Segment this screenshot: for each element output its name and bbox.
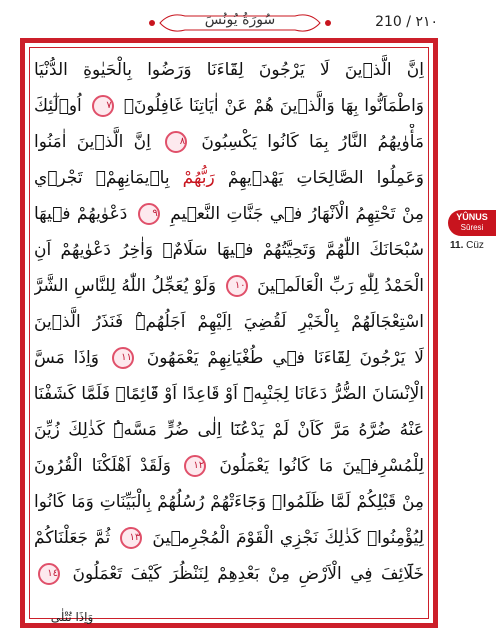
verse-line bbox=[34, 124, 424, 160]
verse-text: وَلَقَدْ اَهْلَكْنَا الْقُرُونَ bbox=[34, 456, 171, 476]
verse-text: وَاِذَا مَسَّ bbox=[34, 348, 99, 368]
verse-text: اسْتِعْجَالَهُمْ بِالْخَيْرِ لَقُضِيَ اِلَيْهِمْ اَجَلُهُمْۜ فَنَذَرُ الَّذ۪ينَ bbox=[34, 312, 424, 332]
verse-text: دَعْوٰيهُمْ ف۪يهَا bbox=[34, 204, 128, 224]
verse-text: سُبْحَانَكَ اللّٰهُمَّ وَتَحِيَّتُهُمْ ف۪يهَا سَلَامٌۚ وَاٰخِرُ دَعْوٰيهُمْ اَنِ bbox=[34, 240, 424, 260]
verse-line bbox=[34, 520, 424, 556]
verse-text: اِنَّ الَّذ۪ينَ لَا يَرْجُونَ لِقَٓاءَنَا وَرَضُوا بِالْحَيٰوةِ الدُّنْيَا bbox=[34, 60, 424, 80]
verse-text: مَأْوٰيهُمُ النَّارُ بِمَا كَانُوا يَكْسِبُونَ bbox=[201, 132, 424, 152]
verse-text: وَلَوْ يُعَجِّلُ اللّٰهُ لِلنَّاسِ الشَّرَّ bbox=[34, 276, 217, 296]
tab-surah-subtitle: Sûresi bbox=[460, 223, 484, 232]
verse-line bbox=[34, 556, 424, 592]
page-header bbox=[20, 8, 460, 38]
verse-text: وَاطْمَاَنُّوا بِهَا وَالَّذ۪ينَ هُمْ عَنْ اٰيَاتِنَا غَافِلُونَۙ bbox=[123, 96, 424, 116]
verse-line bbox=[34, 448, 424, 484]
verse-text: خَلَٓائِفَ فِي الْاَرْضِ مِنْ بَعْدِهِمْ لِنَنْظُرَ كَيْفَ تَعْمَلُونَ bbox=[72, 564, 424, 584]
verse-line bbox=[34, 268, 424, 304]
verse-text: لَا يَرْجُونَ لِقَٓاءَنَا ف۪ي طُغْيَانِهِمْ يَعْمَهُونَ bbox=[146, 348, 424, 368]
divine-name-highlight: رَبُّهُمْ bbox=[182, 168, 215, 188]
verse-text: وَعَمِلُوا الصَّالِحَاتِ يَهْد۪يهِمْ رَبُّهُمْ بِا۪يمَانِهِمْۚ تَجْر۪ي bbox=[34, 168, 424, 188]
ayah-number-marker: ٧ bbox=[92, 95, 114, 117]
ayah-number-marker: ١١ bbox=[112, 347, 134, 369]
juz-label: Cüz bbox=[466, 240, 484, 251]
verse-line bbox=[34, 340, 424, 376]
tab-surah-name: YÛNUS bbox=[456, 212, 488, 222]
verse-line bbox=[34, 412, 424, 448]
verse-line bbox=[34, 304, 424, 340]
verse-text: اِنَّ الَّذ۪ينَ اٰمَنُوا bbox=[34, 132, 151, 152]
verse-line bbox=[34, 484, 424, 520]
verse-line bbox=[34, 232, 424, 268]
page-number: 210 / ٢١٠ bbox=[375, 14, 438, 30]
verse-text: لِيُؤْمِنُواۜ كَذٰلِكَ نَجْزِي الْقَوْمَ الْمُجْرِم۪ينَ bbox=[152, 528, 424, 548]
verse-line bbox=[34, 88, 424, 124]
verse-line bbox=[34, 160, 424, 196]
verse-text: الْحَمْدُ لِلّٰهِ رَبِّ الْعَالَم۪ينَ bbox=[257, 276, 424, 296]
verse-line bbox=[34, 196, 424, 232]
surah-name: سُورَةُ يُونُسَ bbox=[204, 12, 276, 28]
ayah-number-marker: ١٣ bbox=[120, 527, 142, 549]
verse-text: الْاِنْسَانَ الضُّرُّ دَعَانَا لِجَنْبِه۪ٓ اَوْ قَاعِدًا اَوْ قَٓائِمًاۚ فَلَمَّا كَشَفْنَا bbox=[34, 384, 424, 404]
ayah-number-marker: ١٤ bbox=[38, 563, 60, 585]
ayah-number-marker: ١٢ bbox=[184, 455, 206, 477]
catchword: وَاِذَا تُتْلٰى bbox=[50, 610, 94, 624]
verse-text: مِنْ تَحْتِهِمُ الْاَنْهَارُ ف۪ي جَنَّاتِ النَّع۪يمِ bbox=[170, 204, 424, 224]
verse-line bbox=[34, 376, 424, 412]
verse-text-block bbox=[34, 52, 424, 612]
verse-text: لِلْمُسْرِف۪ينَ مَا كَانُوا يَعْمَلُونَ bbox=[219, 456, 424, 476]
juz-indicator bbox=[450, 240, 484, 251]
verse-line bbox=[34, 52, 424, 88]
ayah-number-marker: ١٠ bbox=[226, 275, 248, 297]
verse-text: عَنْهُ ضُرَّهُ مَرَّ كَاَنْ لَمْ يَدْعُنَٓا اِلٰى ضُرٍّ مَسَّهُۜ كَذٰلِكَ زُيِّنَ bbox=[34, 420, 424, 440]
juz-number: 11. bbox=[450, 240, 464, 251]
verse-text: مِنْ قَبْلِكُمْ لَمَّا ظَلَمُواۙ وَجَٓاءَتْهُمْ رُسُلُهُمْ بِالْبَيِّنَاتِ وَمَا كَانُوا bbox=[34, 492, 424, 512]
surah-juz-tab[interactable] bbox=[440, 210, 500, 270]
ayah-number-marker: ٩ bbox=[138, 203, 160, 225]
verse-text: ثُمَّ جَعَلْنَاكُمْ bbox=[34, 528, 111, 548]
ayah-number-marker: ٨ bbox=[165, 131, 187, 153]
verse-text: اُو۬لٰٓئِكَ bbox=[34, 96, 82, 116]
surah-tab-badge[interactable] bbox=[448, 210, 496, 236]
